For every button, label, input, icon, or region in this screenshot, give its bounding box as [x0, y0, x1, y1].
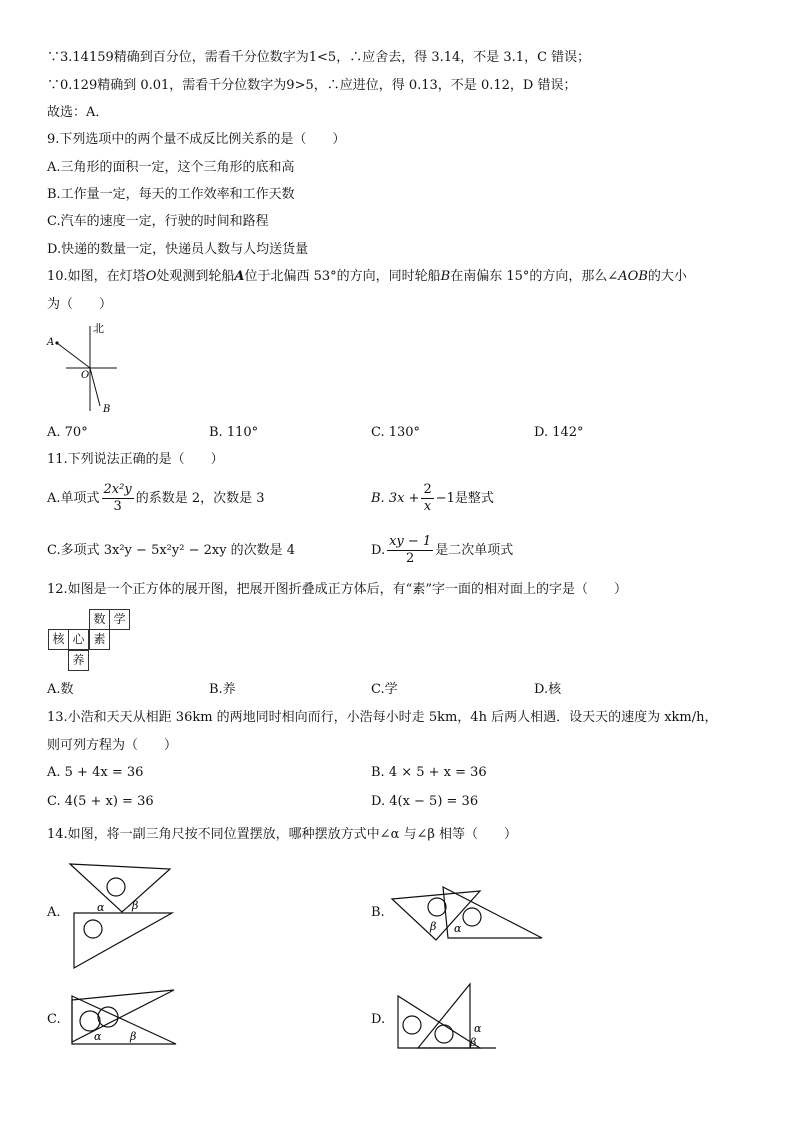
point-o-label: O	[81, 370, 90, 381]
q14-figure-d	[392, 980, 502, 1056]
q14-option-d[interactable]: D.	[371, 1012, 386, 1027]
q11-option-c[interactable]: C.多项式 3x²y − 5x²y² − 2xy 的次数是 4	[47, 543, 296, 558]
net-cell-he: 核	[48, 629, 69, 650]
q12-option-d[interactable]: D.核	[534, 682, 562, 697]
q9-option-a[interactable]: A.三角形的面积一定，这个三角形的底和高	[47, 160, 295, 175]
solution-line-1: ∵3.14159精确到百分位，需看千分位数字为1<5，∴应舍去，得 3.14，不是 3.1，C 错误；	[47, 50, 591, 65]
beta-label: β	[430, 920, 437, 933]
q10-stem: 10.如图，在灯塔O处观测到轮船A位于北偏西 53°的方向，同时轮船B在南偏东 15°的方向，那么∠AOB的大小	[47, 269, 687, 284]
alpha-label: α	[454, 922, 462, 935]
q11-stem: 11.下列说法正确的是（ ）	[47, 452, 224, 467]
solution-line-3: 故选：A．	[47, 105, 109, 120]
q9-stem: 9.下列选项中的两个量不成反比例关系的是（ ）	[47, 132, 346, 147]
q9-option-c[interactable]: C.汽车的速度一定，行驶的时间和路程	[47, 214, 269, 229]
q10-option-c[interactable]: C. 130°	[371, 425, 421, 440]
cube-net-figure	[48, 609, 138, 675]
q13-option-b[interactable]: B. 4 × 5 + x = 36	[371, 765, 487, 780]
q14-stem: 14.如图，将一副三角尺按不同位置摆放，哪种摆放方式中∠α 与∠β 相等（ ）	[47, 827, 518, 842]
solution-line-2: ∵0.129精确到 0.01，需看千分位数字为9>5，∴应进位，得 0.13，不是 0.12，D 错误；	[47, 78, 577, 93]
q12-option-b[interactable]: B.养	[209, 682, 236, 697]
q14-option-b[interactable]: B.	[371, 905, 385, 920]
q14-option-c[interactable]: C.	[47, 1012, 61, 1027]
q13-option-a[interactable]: A. 5 + 4x = 36	[47, 765, 144, 780]
q12-option-a[interactable]: A.数	[47, 682, 74, 697]
q12-option-c[interactable]: C.学	[371, 682, 398, 697]
net-cell-yang: 养	[68, 650, 89, 671]
net-cell-shu: 数	[89, 609, 110, 630]
q13-option-d[interactable]: D. 4(x − 5) = 36	[371, 794, 479, 809]
q13-stem: 13.小浩和天天从相距 36km 的两地同时相向而行，小浩每小时走 5km，4h 后两人相遇．设天天的速度为 xkm/h，	[47, 710, 718, 725]
q11-option-b[interactable]: B. 3x + $\frac{2}{x}$ −1是整式	[371, 482, 494, 514]
net-cell-xue: 学	[109, 609, 130, 630]
alpha-label: α	[97, 901, 105, 914]
beta-label: β	[132, 899, 139, 912]
point-b-label: B	[103, 404, 111, 415]
net-cell-xin: 心	[68, 629, 89, 650]
ray-ob	[90, 368, 100, 406]
q14-figure-a	[66, 860, 176, 972]
net-cell-su: 素	[89, 629, 110, 650]
beta-label: β	[130, 1030, 137, 1043]
q9-option-d[interactable]: D.快递的数量一定，快递员人数与人均送货量	[47, 242, 309, 257]
q10-stem-continued: 为（ ）	[47, 297, 113, 312]
north-label: 北	[93, 322, 104, 335]
q13-option-c[interactable]: C. 4(5 + x) = 36	[47, 794, 154, 809]
q14-figure-c	[66, 984, 186, 1048]
compass-figure	[40, 320, 130, 415]
q13-stem-continued: 则可列方程为（ ）	[47, 738, 178, 753]
q9-option-b[interactable]: B.工作量一定，每天的工作效率和工作天数	[47, 187, 295, 202]
ray-oa	[57, 343, 90, 368]
q14-option-a[interactable]: A.	[47, 905, 61, 920]
q11-option-d[interactable]: D. $\frac{xy - 1}{2}$ 是二次单项式	[371, 534, 514, 566]
q14-figure-b	[388, 884, 548, 944]
point-a-label: A	[47, 337, 55, 348]
alpha-label: α	[94, 1030, 102, 1043]
alpha-label: α	[474, 1022, 482, 1035]
beta-label: β	[470, 1036, 477, 1049]
q10-option-a[interactable]: A. 70°	[47, 425, 88, 440]
q11-option-a[interactable]: A.单项式 $\frac{\text{2x²y}}{3}$ 的系数是 2，次数是 3	[47, 482, 265, 514]
q12-stem: 12.如图是一个正方体的展开图，把展开图折叠成正方体后，有“素”字一面的相对面上的字是（ ）	[47, 582, 627, 597]
q10-option-b[interactable]: B. 110°	[209, 425, 259, 440]
q10-option-d[interactable]: D. 142°	[534, 425, 584, 440]
